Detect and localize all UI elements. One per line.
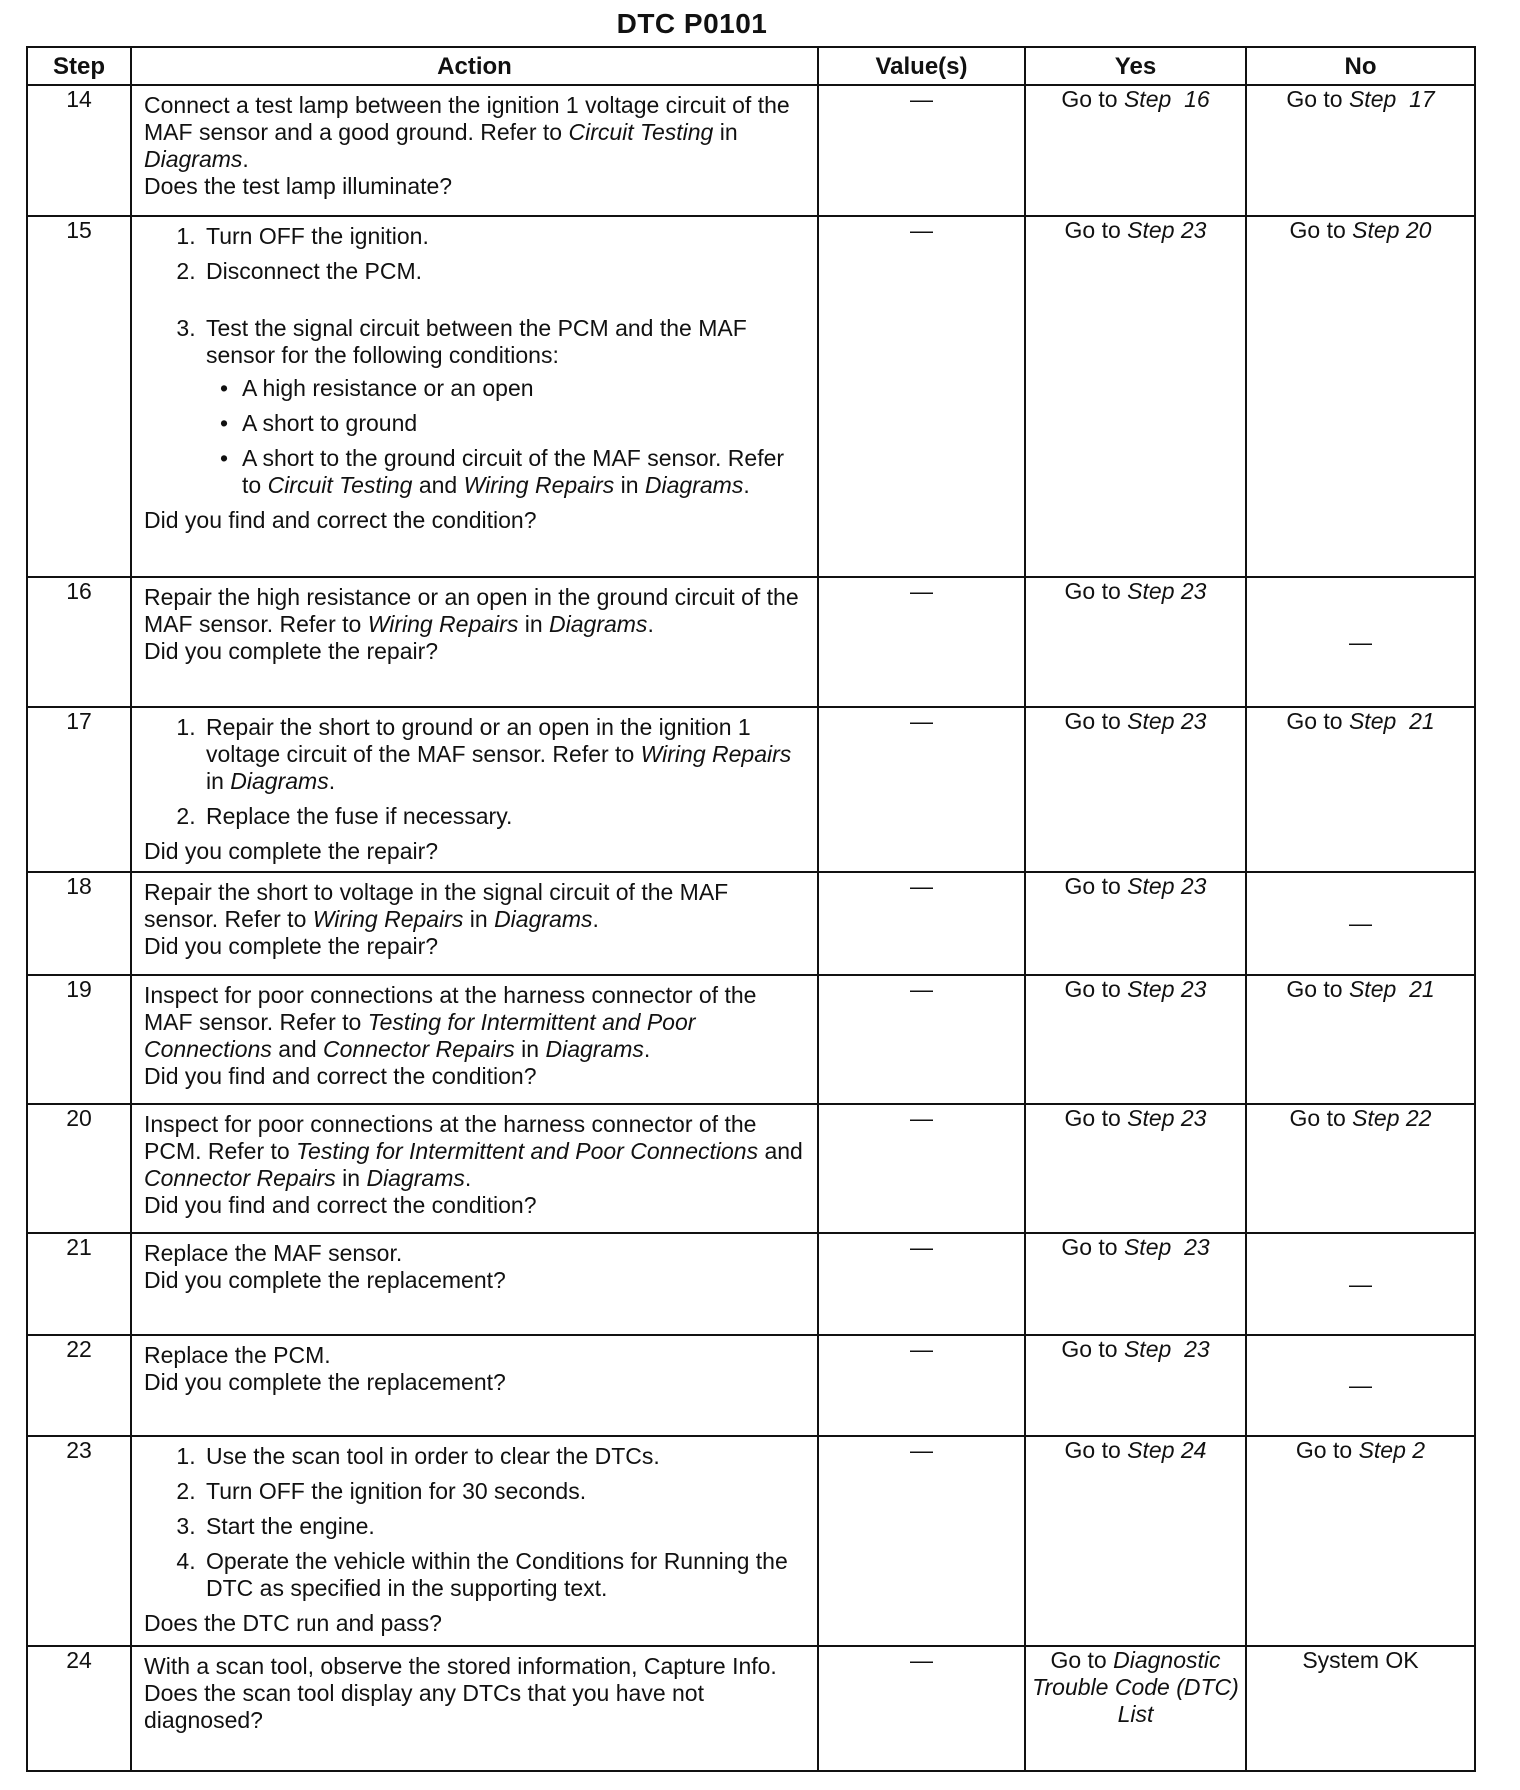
yes-cell	[1025, 1646, 1246, 1771]
action-cell	[131, 1233, 818, 1335]
value-cell: —	[818, 1646, 1025, 1771]
goto-step-link[interactable]: Go to Step 23	[1064, 708, 1207, 734]
goto-step-link[interactable]: Go to Step 23	[1064, 217, 1207, 243]
table-row-step-22	[27, 1335, 1475, 1436]
action-cell	[131, 975, 818, 1104]
header-step: Step	[27, 47, 131, 85]
value-cell: —	[818, 1104, 1025, 1233]
goto-step-link[interactable]: Go to Step 23	[1061, 1336, 1210, 1362]
action-question: Did you complete the replacement?	[144, 1267, 506, 1293]
action-question: Did you find and correct the condition?	[144, 1063, 537, 1089]
table-header-row	[27, 47, 1475, 85]
table-row-step-16	[27, 577, 1475, 707]
yes-cell	[1025, 85, 1246, 216]
value-cell: —	[818, 1335, 1025, 1436]
no-cell	[1246, 1436, 1475, 1646]
value-cell: —	[818, 1233, 1025, 1335]
table-row-step-23	[27, 1436, 1475, 1646]
yes-cell	[1025, 1104, 1246, 1233]
step-number: 20	[27, 1104, 131, 1233]
list-item: 3. Test the signal circuit between the PCM and the MAF sensor for the following conditions: • A high resistance or an open • A short to ground • A short to the ground circuit of the MAF sensor. Refer to Circuit Testing and Wiring Repairs in Diagrams.	[202, 315, 805, 499]
table-row-step-17	[27, 707, 1475, 872]
step-number: 14	[27, 85, 131, 216]
list-item: 1. Repair the short to ground or an open in the ignition 1 voltage circuit of the MAF sensor. Refer to Wiring Repairs in Diagrams.	[202, 714, 805, 795]
yes-cell	[1025, 577, 1246, 707]
list-item: • A short to ground	[242, 410, 805, 437]
goto-step-link[interactable]: Go to Step 21	[1286, 976, 1435, 1002]
list-item: 2. Turn OFF the ignition for 30 seconds.	[202, 1478, 805, 1505]
table-row-step-15	[27, 216, 1475, 577]
table-row-step-18	[27, 872, 1475, 975]
value-cell: —	[818, 85, 1025, 216]
yes-cell	[1025, 1233, 1246, 1335]
no-cell	[1246, 1104, 1475, 1233]
conditions-list	[206, 375, 805, 499]
yes-cell	[1025, 872, 1246, 975]
action-question: Did you find and correct the condition?	[144, 1192, 537, 1218]
step-number: 19	[27, 975, 131, 1104]
goto-step-link[interactable]: Go to Step 23	[1064, 976, 1207, 1002]
action-cell	[131, 1335, 818, 1436]
step-number: 23	[27, 1436, 131, 1646]
action-steps-list	[144, 714, 805, 830]
step-number: 16	[27, 577, 131, 707]
action-cell	[131, 707, 818, 872]
action-cell	[131, 577, 818, 707]
value-cell: —	[818, 1436, 1025, 1646]
yes-cell	[1025, 1436, 1246, 1646]
yes-cell	[1025, 975, 1246, 1104]
goto-dtc-list-link[interactable]: Go to Diagnostic Trouble Code (DTC) List	[1032, 1647, 1239, 1727]
list-item: 2. Replace the fuse if necessary.	[202, 803, 805, 830]
goto-step-link[interactable]: Go to Step 23	[1064, 578, 1207, 604]
step-number: 18	[27, 872, 131, 975]
step-number: 17	[27, 707, 131, 872]
action-cell	[131, 1104, 818, 1233]
no-cell	[1246, 216, 1475, 577]
action-question: Does the test lamp illuminate?	[144, 173, 453, 199]
header-values: Value(s)	[818, 47, 1025, 85]
action-question: Did you complete the repair?	[144, 838, 439, 864]
header-yes: Yes	[1025, 47, 1246, 85]
list-item: 2. Disconnect the PCM.	[202, 258, 805, 285]
no-cell: —	[1246, 1233, 1475, 1335]
value-cell: —	[818, 872, 1025, 975]
goto-step-link[interactable]: Go to Step 21	[1286, 708, 1435, 734]
list-item: 3. Start the engine.	[202, 1513, 805, 1540]
list-item: 1. Turn OFF the ignition.	[202, 223, 805, 250]
goto-step-link[interactable]: Go to Step 24	[1064, 1437, 1207, 1463]
action-question: Did you complete the replacement?	[144, 1369, 506, 1395]
action-text: Connect a test lamp between the ignition 1 voltage circuit of the MAF sensor and a good ground. Refer to Circuit Testing in Diagrams.	[144, 92, 790, 172]
list-item: 1. Use the scan tool in order to clear the DTCs.	[202, 1443, 805, 1470]
no-cell	[1246, 975, 1475, 1104]
goto-step-link[interactable]: Go to Step 23	[1061, 1234, 1210, 1260]
goto-step-link[interactable]: Go to Step 20	[1289, 217, 1432, 243]
action-text: Inspect for poor connections at the harness connector of the PCM. Refer to Testing for Intermittent and Poor Connections and Connector Repairs in Diagrams.	[144, 1111, 803, 1191]
action-question: Did you find and correct the condition?	[144, 507, 537, 533]
value-cell: —	[818, 707, 1025, 872]
action-cell	[131, 85, 818, 216]
goto-step-link[interactable]: Go to Step 17	[1286, 86, 1435, 112]
goto-step-link[interactable]: Go to Step 23	[1064, 873, 1207, 899]
no-cell: —	[1246, 872, 1475, 975]
action-text: With a scan tool, observe the stored information, Capture Info.	[144, 1653, 777, 1679]
list-item: • A short to the ground circuit of the MAF sensor. Refer to Circuit Testing and Wiring Repairs in Diagrams.	[242, 445, 805, 499]
yes-cell	[1025, 1335, 1246, 1436]
table-row-step-24	[27, 1646, 1475, 1771]
header-action: Action	[131, 47, 818, 85]
table-row-step-21	[27, 1233, 1475, 1335]
table-row-step-19	[27, 975, 1475, 1104]
step-number: 15	[27, 216, 131, 577]
value-cell: —	[818, 975, 1025, 1104]
action-text: Replace the MAF sensor.	[144, 1240, 403, 1266]
no-cell	[1246, 85, 1475, 216]
value-cell: —	[818, 216, 1025, 577]
action-cell	[131, 1436, 818, 1646]
no-cell	[1246, 707, 1475, 872]
goto-step-link[interactable]: Go to Step 16	[1061, 86, 1210, 112]
header-no: No	[1246, 47, 1475, 85]
diagnostic-table	[26, 46, 1476, 1772]
action-text: Inspect for poor connections at the harness connector of the MAF sensor. Refer to Testing for Intermittent and Poor Connections and Connector Repairs in Diagrams.	[144, 982, 757, 1062]
action-cell	[131, 1646, 818, 1771]
no-cell: —	[1246, 1335, 1475, 1436]
action-question: Does the DTC run and pass?	[144, 1610, 442, 1636]
action-cell	[131, 216, 818, 577]
yes-cell	[1025, 707, 1246, 872]
goto-step-link[interactable]: Go to Step 23	[1064, 1105, 1207, 1131]
action-steps-list	[144, 1443, 805, 1602]
action-steps-list	[144, 223, 805, 499]
page-title: DTC P0101	[616, 8, 768, 39]
action-text: Repair the short to voltage in the signal circuit of the MAF sensor. Refer to Wiring Repairs in Diagrams.	[144, 879, 729, 932]
table-row-step-20	[27, 1104, 1475, 1233]
no-cell: System OK	[1246, 1646, 1475, 1771]
action-text: Replace the PCM.	[144, 1342, 331, 1368]
action-question: Did you complete the repair?	[144, 933, 439, 959]
table-row-step-14	[27, 85, 1475, 216]
yes-cell	[1025, 216, 1246, 577]
step-number: 22	[27, 1335, 131, 1436]
value-cell: —	[818, 577, 1025, 707]
list-item: 4. Operate the vehicle within the Conditions for Running the DTC as specified in the supporting text.	[202, 1548, 805, 1602]
action-cell	[131, 872, 818, 975]
list-item: • A high resistance or an open	[242, 375, 805, 402]
action-question: Does the scan tool display any DTCs that you have not diagnosed?	[144, 1680, 704, 1733]
action-text: Repair the high resistance or an open in the ground circuit of the MAF sensor. Refer to Wiring Repairs in Diagrams.	[144, 584, 799, 637]
goto-step-link[interactable]: Go to Step 22	[1289, 1105, 1432, 1131]
action-question: Did you complete the repair?	[144, 638, 439, 664]
step-number: 21	[27, 1233, 131, 1335]
step-number: 24	[27, 1646, 131, 1771]
no-cell: —	[1246, 577, 1475, 707]
goto-step-link[interactable]: Go to Step 2	[1295, 1437, 1426, 1463]
